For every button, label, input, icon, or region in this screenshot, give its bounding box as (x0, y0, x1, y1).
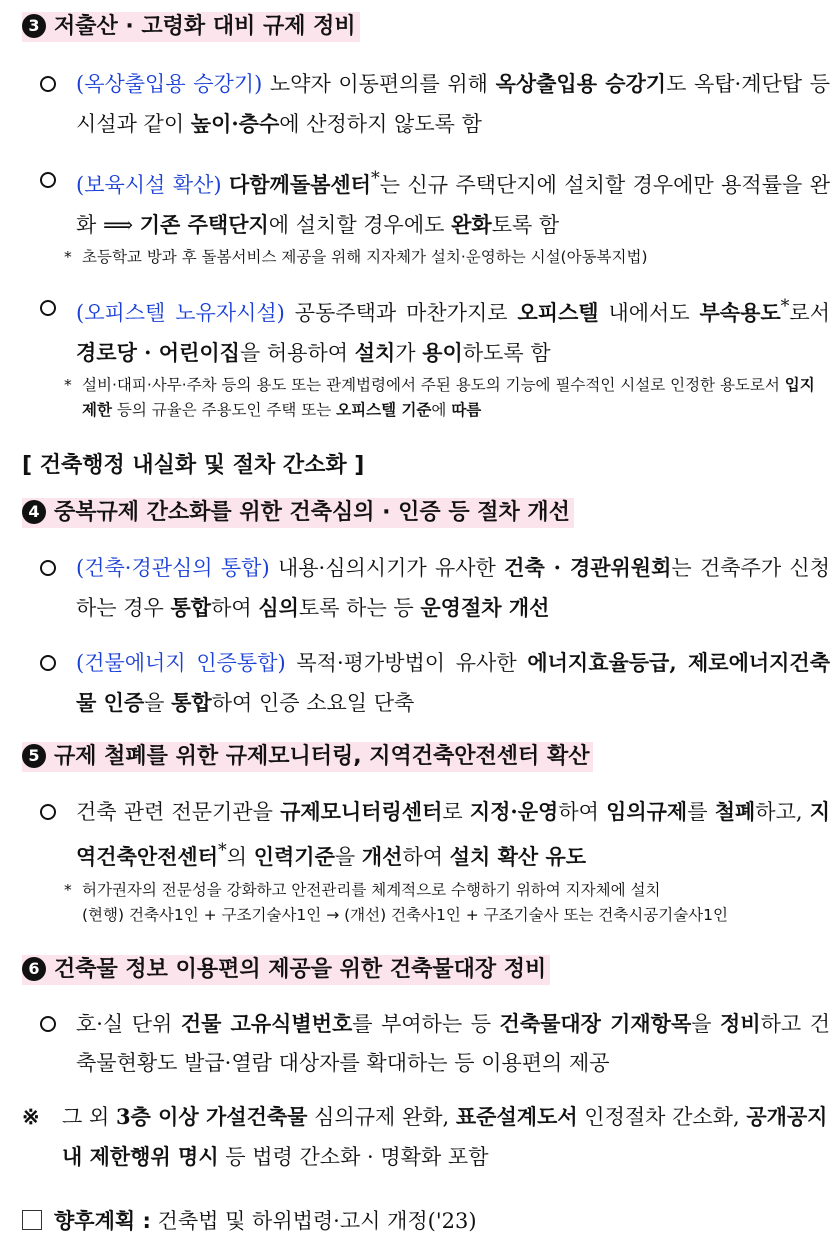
reference-note: ※ 그 외 3층 이상 가설건축물 심의규제 완화, 표준설계도서 인정절차 간소화, 공개공지 내 제한행위 명시 등 법령 간소화 · 명확화 포함 (22, 1097, 830, 1177)
section-title: 중복규제 간소화를 위한 건축심의 · 인증 등 절차 개선 (54, 500, 570, 525)
section-number: 4 (22, 500, 46, 524)
list-item: 건축 관련 전문기관을 규제모니터링센터로 지정·운영하여 임의규제를 철폐하고, 지역건축안전센터*의 인력기준을 개선하여 설치 확산 유도 (40, 792, 830, 877)
circle-bullet-icon (40, 172, 56, 188)
future-plan: 향후계획 : 건축법 및 하위법령·고시 개정('23) (22, 1203, 477, 1239)
footnote: * 초등학교 방과 후 돌봄서비스 제공을 위해 지자체가 설치·운영하는 시설(아동복지법) (64, 248, 648, 266)
section-title: 건축물 정보 이용편의 제공을 위한 건축물대장 정비 (54, 957, 547, 982)
reference-mark-icon: ※ (22, 1104, 40, 1129)
footnote: * 설비·대피·사무·주차 등의 용도 또는 관계법령에서 주된 용도의 기능에 필수적인 시설로 인정한 용도로서 입지제한 등의 규율은 주용도인 주택 또는 오피스텔 기준에 따름 (64, 376, 815, 419)
list-item: (오피스텔 노유자시설) 공동주택과 마찬가지로 오피스텔 내에서도 부속용도*로서 경로당 · 어린이집을 허용하여 설치가 용이하도록 함 (40, 288, 830, 373)
circle-bullet-icon (40, 76, 56, 92)
section-number: 5 (22, 744, 46, 768)
circle-bullet-icon (40, 1016, 56, 1032)
list-item: (건물에너지 인증통합) 목적·평가방법이 유사한 에너지효율등급, 제로에너지건축물 인증을 통합하여 인증 소요일 단축 (40, 643, 830, 723)
section-number: 6 (22, 957, 46, 981)
section-5-heading (22, 742, 593, 772)
square-bullet-icon (22, 1210, 42, 1230)
circle-bullet-icon (40, 300, 56, 316)
list-item: 호·실 단위 건물 고유식별번호를 부여하는 등 건축물대장 기재항목을 정비하고 건축물현황도 발급·열람 대상자를 확대하는 등 이용편의 제공 (40, 1004, 830, 1083)
section-number: 3 (22, 14, 46, 38)
footnote: * 허가권자의 전문성을 강화하고 안전관리를 체계적으로 수행하기 위하여 지자체에 설치 (현행) 건축사1인 + 구조기술사1인 → (개선) 건축사1인 + 구조기술사 또는 건축시공기술사1인 (64, 881, 728, 924)
section-title: 저출산 · 고령화 대비 규제 정비 (54, 14, 356, 39)
circle-bullet-icon (40, 560, 56, 576)
circle-bullet-icon (40, 804, 56, 820)
section-3-heading (22, 12, 360, 42)
list-item: (건축·경관심의 통합) 내용·심의시기가 유사한 건축 · 경관위원회는 건축주가 신청하는 경우 통합하여 심의토록 하는 등 운영절차 개선 (40, 548, 830, 628)
section-4-heading (22, 498, 574, 528)
list-item: (보육시설 확산) 다함께돌봄센터*는 신규 주택단지에 설치할 경우에만 용적률을 완화 ⟹ 기존 주택단지에 설치할 경우에도 완화토록 함 (40, 160, 830, 245)
section-6-heading (22, 955, 550, 985)
list-item: (옥상출입용 승강기) 노약자 이동편의를 위해 옥상출입용 승강기도 옥탑·계단탑 등 시설과 같이 높이·층수에 산정하지 않도록 함 (40, 64, 830, 144)
circle-bullet-icon (40, 655, 56, 671)
section-title: 규제 철폐를 위한 규제모니터링, 지역건축안전센터 확산 (54, 744, 590, 769)
group-heading: [ 건축행정 내실화 및 절차 간소화 ] (22, 453, 365, 478)
